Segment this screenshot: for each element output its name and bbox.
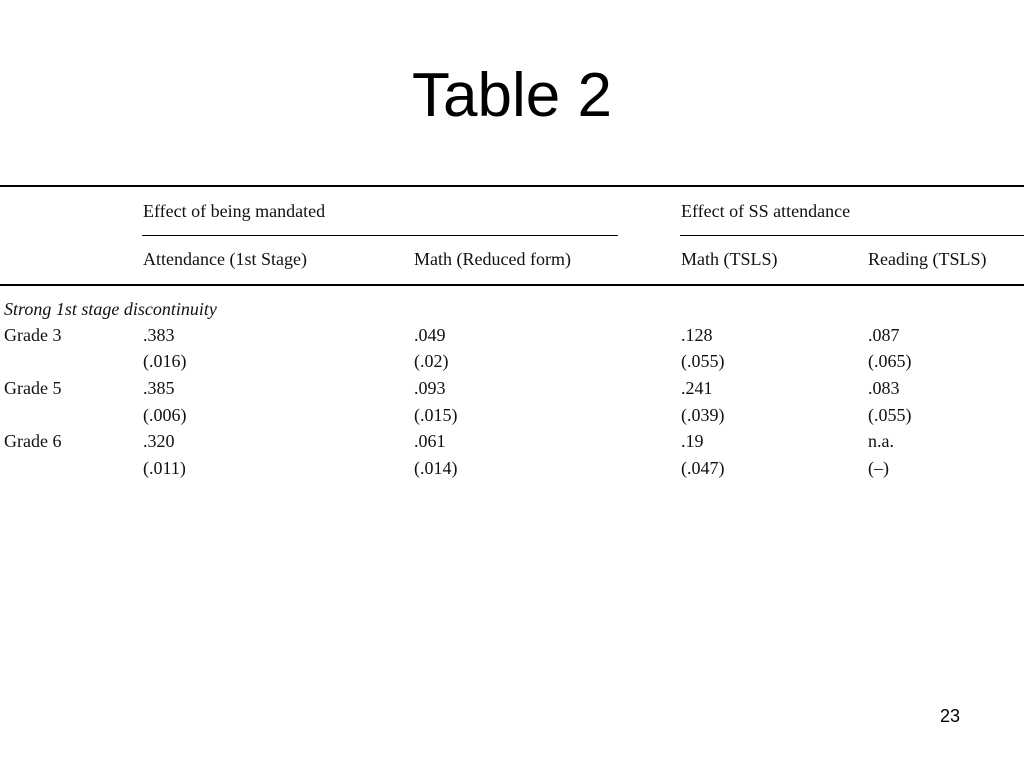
- column-header-attendance-1st-stage: Attendance (1st Stage): [143, 249, 307, 269]
- table-cell: .320: [143, 431, 175, 451]
- row-label-grade-6: Grade 6: [4, 431, 62, 451]
- table-cell: .385: [143, 378, 175, 398]
- table-cell: (.014): [414, 458, 458, 478]
- table-cell: .128: [681, 325, 713, 345]
- table-cell: (.011): [143, 458, 186, 478]
- table-cell: .093: [414, 378, 446, 398]
- group-header-mandated: Effect of being mandated: [143, 201, 326, 221]
- section-label: Strong 1st stage discontinuity: [4, 299, 217, 319]
- table-cell: .087: [868, 325, 900, 345]
- table-cell: (.039): [681, 405, 725, 425]
- table-cell: .241: [681, 378, 713, 398]
- row-label-grade-3: Grade 3: [4, 325, 62, 345]
- table-cell: (.006): [143, 405, 187, 425]
- results-table: [0, 185, 1024, 505]
- group-header-attendance: Effect of SS attendance: [681, 201, 851, 221]
- table-cell: (.047): [681, 458, 725, 478]
- table-cell: (.055): [868, 405, 912, 425]
- table-cell: (.065): [868, 351, 912, 371]
- table-cell: .049: [414, 325, 446, 345]
- mandated-group-underline: [142, 235, 618, 236]
- slide-title: Table 2: [412, 61, 612, 130]
- table-cell: n.a.: [868, 431, 894, 451]
- column-header-reading-tsls: Reading (TSLS): [868, 249, 987, 269]
- column-header-math-tsls: Math (TSLS): [681, 249, 778, 269]
- table-cell: (.016): [143, 351, 187, 371]
- table-cell: (.02): [414, 351, 449, 371]
- row-label-grade-5: Grade 5: [4, 378, 62, 398]
- column-header-math-reduced-form: Math (Reduced form): [414, 249, 571, 269]
- attendance-group-underline: [680, 235, 1024, 236]
- table-cell: (–): [868, 458, 889, 478]
- table-top-rule: [0, 185, 1024, 187]
- header-bottom-rule: [0, 284, 1024, 286]
- table-cell: .19: [681, 431, 704, 451]
- table-cell: .061: [414, 431, 446, 451]
- table-cell: .083: [868, 378, 900, 398]
- table-cell: (.015): [414, 405, 458, 425]
- table-cell: .383: [143, 325, 175, 345]
- table-cell: (.055): [681, 351, 725, 371]
- page-number: 23: [939, 706, 961, 726]
